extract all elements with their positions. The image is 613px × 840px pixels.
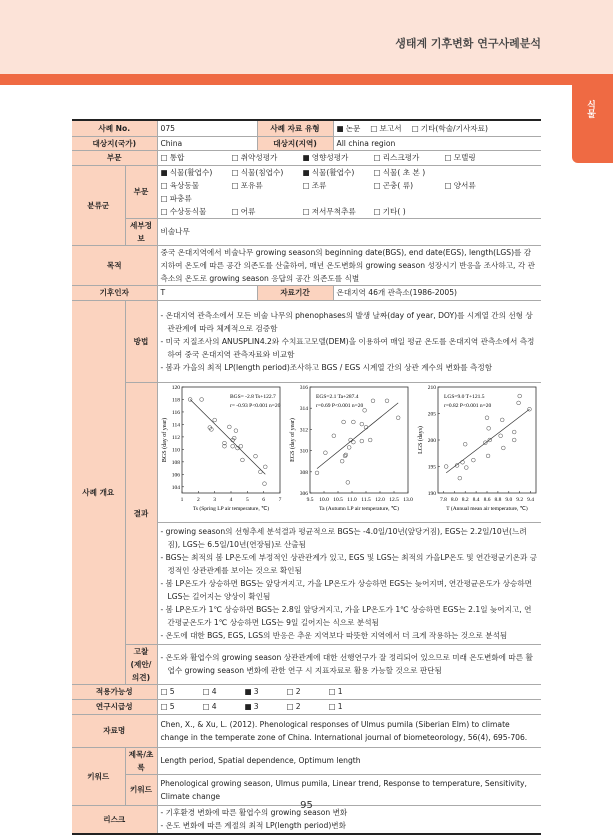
x-tick-label: 7 (278, 496, 281, 503)
header-accent-bar (0, 74, 613, 85)
option-label: 3 (253, 702, 259, 711)
checkbox-option[interactable] (161, 700, 203, 713)
unchecked-box-icon: □ (373, 167, 381, 177)
option-label: 포유류 (240, 180, 263, 190)
result (157, 522, 541, 644)
applicability-label: 적용가능성 (72, 684, 157, 699)
y-tick-label: 116 (171, 409, 180, 416)
x-tick-label: 10.0 (318, 496, 329, 503)
taxon-label: 분류군 (72, 165, 125, 245)
sector-options (157, 150, 541, 165)
checkbox-option[interactable] (245, 700, 287, 713)
unchecked-box-icon: □ (160, 687, 168, 696)
option-label: 영향성평가 (311, 153, 349, 162)
option-label: 보고서 (379, 123, 402, 133)
purpose: 중국 온대지역에서 비술나무 growing season의 beginning date(BGS), end date(EGS), length(LGS)를 감지하여 온도에 따른 공간 의존도를 산출하여, 매년 온도변화의 growing season 성장시기 반응을 조사하고, 각 관측소의 온도로 growing season 응답의 공간 의존도를 식별 (157, 245, 541, 285)
option-label: 5 (169, 687, 175, 696)
unchecked-box-icon: □ (444, 153, 452, 162)
keywords-label: 키워드 (125, 774, 157, 805)
y-tick-label: 200 (427, 437, 436, 444)
y-tick-label: 210 (427, 384, 436, 391)
x-tick-label: 8.6 (483, 496, 490, 503)
taxon-row (161, 205, 539, 218)
detail: 비술나무 (157, 218, 541, 245)
climate: T (157, 285, 257, 300)
option-label: 1 (337, 687, 343, 696)
checked-box-icon: ■ (336, 123, 344, 133)
unchecked-box-icon: □ (231, 180, 239, 190)
bullet-line: - 기후환경 변화에 따른 활엽수의 growing season 변화 (160, 808, 348, 818)
x-tick-label: 13.0 (402, 496, 413, 503)
urgency-options (157, 699, 541, 714)
x-tick-label: 8.0 (450, 496, 458, 503)
checkbox-option[interactable] (303, 205, 374, 218)
checkbox-option[interactable] (374, 151, 445, 164)
x-tick-label: 6 (261, 496, 265, 503)
option-label: 식물(침엽수) (240, 167, 284, 177)
page-number: 95 (300, 800, 313, 811)
discussion-label (125, 644, 157, 684)
checked-box-icon: ■ (302, 153, 310, 162)
y-tick-label: 120 (171, 384, 180, 391)
chart-annotation: r=0.82 P<0.001 n=20 (443, 402, 491, 409)
option-label: 1 (337, 702, 343, 711)
checked-box-icon: ■ (244, 702, 252, 711)
detail-label: 세부정보 (125, 218, 157, 245)
checked-box-icon: ■ (160, 167, 168, 177)
unchecked-box-icon: □ (302, 180, 310, 190)
checkbox-option[interactable] (303, 166, 374, 179)
unchecked-box-icon: □ (160, 206, 168, 216)
x-axis-label: T (Annual mean air temperature, ℃) (445, 505, 528, 512)
y-tick-label: 306 (299, 490, 308, 497)
checkbox-option[interactable] (374, 166, 445, 179)
y-tick-label: 106 (171, 471, 180, 478)
y-tick-label: 112 (171, 434, 180, 441)
checkbox-option[interactable] (161, 685, 203, 698)
source: Chen, X., & Xu, L. (2012). Phenological responses of Ulmus pumila (Siberian Elm) to climate change in the temperate zone of China. International journal of biometeorology, 56(4), 695-706. (157, 714, 541, 747)
option-label: 논문 (345, 123, 361, 133)
keyword-label: 키워드 (72, 747, 125, 805)
checkbox-option[interactable] (445, 179, 516, 192)
taxon-sector-label: 부문 (125, 165, 157, 218)
unchecked-box-icon: □ (370, 123, 378, 133)
result-label: 결과 (125, 382, 157, 644)
discussion-text: - 온도와 활엽수의 growing season 상관관계에 대한 선행연구가 잘 정리되어 있으므로 미래 온도변화에 따른 활엽수 growing season 변화에 관한 연구 시 지표자료로 활용 가능할 것으로 판단됨 (160, 653, 533, 675)
checked-box-icon: ■ (302, 167, 310, 177)
checkbox-option[interactable] (161, 192, 232, 205)
x-tick-label: 7.8 (439, 496, 447, 503)
checkbox-option[interactable] (161, 179, 232, 192)
method-label: 방법 (125, 300, 157, 382)
option-label: 조류 (311, 180, 327, 190)
checkbox-option[interactable] (161, 166, 232, 179)
case-table (72, 119, 541, 835)
result-charts-svg (158, 383, 542, 518)
x-tick-label: 8.4 (472, 496, 480, 503)
unchecked-box-icon: □ (411, 123, 419, 133)
risk-label: 리스크 (72, 805, 157, 834)
chart-annotation: BGS= -2.8 Ts+122.7 (229, 393, 276, 400)
unchecked-box-icon: □ (286, 702, 294, 711)
option-label: 4 (211, 702, 217, 711)
option-label: 곤충( 류) (382, 180, 414, 190)
checkbox-option[interactable] (445, 151, 516, 164)
checkbox-option[interactable] (232, 151, 303, 164)
y-tick-label: 108 (171, 459, 180, 466)
unchecked-box-icon: □ (160, 193, 168, 203)
checkbox-option[interactable] (303, 179, 374, 192)
option-label: 4 (211, 687, 217, 696)
x-tick-label: 4 (229, 496, 232, 503)
unchecked-box-icon: □ (202, 702, 210, 711)
checkbox-option[interactable] (203, 700, 245, 713)
option-label: 통합 (169, 153, 185, 162)
checkbox-option[interactable] (337, 122, 361, 135)
bullet-line: - 온도 변화에 따른 계절의 최적 LP(length period)변화 (160, 821, 346, 831)
unchecked-box-icon: □ (302, 206, 310, 216)
option-label: 파충류 (169, 193, 192, 203)
option-label: 식물( 초 본 ) (382, 167, 426, 177)
checkbox-option[interactable] (374, 205, 445, 218)
discussion (157, 644, 541, 684)
unchecked-box-icon: □ (160, 153, 168, 162)
checkbox-option[interactable] (329, 700, 371, 713)
urgency-label: 연구시급성 (72, 699, 157, 714)
option-label: 리스크평가 (382, 153, 420, 162)
x-tick-label: 9.4 (526, 496, 534, 503)
bullet-line: - 온도에 대한 BGS, EGS, LGS의 반응은 추운 지역보다 따뜻한 지역에서 더 크게 작용하는 것으로 분석됨 (160, 630, 508, 640)
case-no-label: 사례 No. (72, 120, 157, 136)
chart-annotation: EGS=2.1 Ta+287.4 (315, 393, 359, 400)
x-tick-label: 9.2 (515, 496, 523, 503)
title-abstract-label: 제목/초록 (125, 747, 157, 774)
chart-annotation: r= -0.93 P<0.001 n=20 (229, 402, 280, 409)
discussion-label-1: 고찰 (133, 646, 149, 656)
country: China (157, 136, 257, 150)
y-tick-label: 205 (427, 411, 436, 417)
bullet-line: - BGS는 최적의 봄 LP온도에 부정적인 상관관계가 있고, EGS 및 LGS는 최적의 가을LP온도 및 연간평균기온과 긍정적인 상관관계를 보이는 것으로 확인됨 (160, 552, 538, 575)
unchecked-box-icon: □ (160, 702, 168, 711)
sector-label: 부문 (72, 150, 157, 165)
unchecked-box-icon: □ (328, 687, 336, 696)
x-tick-label: 9.0 (504, 496, 512, 503)
unchecked-box-icon: □ (202, 687, 210, 696)
climate-label: 기후인자 (72, 285, 157, 300)
option-label: 기타(학술/기사자료) (420, 123, 488, 133)
x-tick-label: 12.5 (388, 496, 399, 503)
bullet-line: - 봄 LP온도가 상승하면 BGS는 앞당겨지고, 가을 LP온도가 상승하면 EGS는 늦어지며, 연간평균온도가 상승하면 LGS는 길어지는 양상이 확인됨 (160, 578, 533, 601)
taxon-row (161, 166, 539, 179)
checkbox-option[interactable] (245, 685, 287, 698)
purpose-label: 목적 (72, 245, 157, 285)
x-tick-label: 9.5 (306, 496, 313, 503)
bullet-line: - 봄 LP온도가 1℃ 상승하면 BGS는 2.8일 앞당겨지고, 가을 LP온도가 1℃ 상승하면 EGS는 2.1일 늦어지고, 연간평균온도가 1℃ 상승하면 LGS는 9일 길어지는 식으로 분석됨 (160, 604, 532, 627)
option-label: 취약성평가 (240, 153, 278, 162)
overview-label: 사례 개요 (72, 300, 125, 684)
period-label: 자료기간 (257, 285, 333, 300)
side-tab-label: 식물 (585, 100, 595, 118)
unchecked-box-icon: □ (373, 180, 381, 190)
y-tick-label: 118 (171, 396, 180, 403)
option-label: 모델링 (453, 153, 476, 162)
y-tick-label: 310 (299, 448, 308, 455)
type-options (333, 120, 541, 136)
checkbox-option[interactable] (287, 700, 329, 713)
unchecked-box-icon: □ (373, 153, 381, 162)
unchecked-box-icon: □ (286, 687, 294, 696)
x-tick-label: 8.2 (461, 496, 469, 503)
checkbox-option[interactable] (412, 122, 488, 135)
y-tick-label: 312 (299, 426, 308, 433)
option-label: 3 (253, 687, 259, 696)
taxon-options (157, 165, 541, 218)
x-tick-label: 3 (212, 496, 216, 503)
bullet-line: - 온대지역 관측소에서 모든 비술 나무의 phenophases의 발생 날짜(day of year, DOY)를 시계열 간의 선형 상관관계에 따라 체계적으로 검증함 (160, 310, 533, 333)
x-axis-label: Ta (Autumn LP air temperature, ℃) (318, 505, 399, 512)
checkbox-option[interactable] (161, 151, 232, 164)
bullet-line: - 미국 지질조사의 ANUSPLIN4.2와 수치표고모델(DEM)을 이용하여 매일 평균 온도를 온대지역 관측소에서 측정하여 중국 온대지역 관측자료와 비교함 (160, 336, 535, 359)
y-tick-label: 190 (427, 490, 436, 497)
keywords: Phenological growing season, Ulmus pumila, Linear trend, Response to temperature, Sensitivity, Climate change (157, 774, 541, 805)
y-tick-label: 308 (299, 469, 308, 476)
checkbox-option[interactable] (374, 179, 445, 192)
checkbox-option[interactable] (303, 151, 374, 164)
header-title: 생태계 기후변화 연구사례분석 (395, 37, 541, 50)
option-label: 저서무척추류 (311, 206, 356, 216)
bullet-line: - 봄과 가을의 최적 LP(length period)조사하고 BGS / EGS 시계열 간의 상관 계수의 변화를 측정함 (160, 362, 493, 372)
x-tick-label: 5 (245, 496, 249, 503)
x-tick-label: 10.5 (332, 496, 343, 503)
unchecked-box-icon: □ (231, 153, 239, 162)
type-label: 사례 자료 유형 (257, 120, 333, 136)
unchecked-box-icon: □ (328, 702, 336, 711)
x-axis-label: Ts (Spring LP air temperature, ℃) (192, 505, 269, 512)
option-label: 5 (169, 702, 175, 711)
option-label: 수상동식물 (169, 206, 207, 216)
discussion-label-2: (제안/의견) (130, 659, 152, 682)
y-axis-label: BGS (day of year) (161, 417, 168, 462)
x-tick-label: 11.5 (360, 496, 371, 503)
y-tick-label: 114 (171, 421, 180, 428)
y-tick-label: 314 (299, 405, 308, 412)
region: All china region (333, 136, 541, 150)
y-tick-label: 195 (427, 464, 436, 470)
option-label: 식물(활엽수) (311, 167, 355, 177)
bullet-line: - growing season의 선형추세 분석결과 평균적으로 BGS는 -4.0일/10년(앞당거짐), EGS는 2.2일/10년(느려짐), LGS는 6.5일/10년(연장됨)로 산출됨 (160, 526, 527, 549)
checkbox-option[interactable] (203, 685, 245, 698)
checkbox-option[interactable] (232, 205, 303, 218)
checkbox-option[interactable] (161, 205, 232, 218)
case-no: 075 (157, 120, 257, 136)
title-abstract: Length period, Spatial dependence, Optimum length (157, 747, 541, 774)
result-charts (157, 382, 541, 522)
unchecked-box-icon: □ (231, 206, 239, 216)
x-tick-label: 11.0 (346, 496, 357, 503)
y-tick-label: 104 (171, 484, 180, 491)
option-label: 2 (295, 687, 301, 696)
checkbox-option[interactable] (287, 685, 329, 698)
unchecked-box-icon: □ (160, 180, 168, 190)
y-tick-label: 316 (299, 384, 308, 391)
x-tick-label: 12.0 (374, 496, 385, 503)
checkbox-option[interactable] (370, 122, 401, 135)
country-label: 대상지(국가) (72, 136, 157, 150)
option-label: 어류 (240, 206, 256, 216)
method (157, 300, 541, 382)
checkbox-option[interactable] (329, 685, 371, 698)
chart-annotation: r=0.69 P<0.001 n=20 (315, 402, 363, 409)
x-tick-label: 1 (180, 496, 183, 503)
option-label: 식물(활엽수) (169, 167, 213, 177)
source-label: 자료명 (72, 714, 157, 747)
period: 온대지역 46개 관측소(1986-2005) (333, 285, 541, 300)
unchecked-box-icon: □ (444, 180, 452, 190)
y-axis-label: EGS (day of year) (289, 417, 296, 462)
x-tick-label: 8.8 (493, 496, 501, 503)
taxon-row (161, 179, 539, 205)
option-label: 2 (295, 702, 301, 711)
side-tab[interactable] (572, 80, 613, 163)
checkbox-option[interactable] (232, 166, 303, 179)
unchecked-box-icon: □ (231, 167, 239, 177)
option-label: 육상동물 (169, 180, 200, 190)
chart-annotation: LGS=9.0 T+121.5 (443, 393, 484, 400)
unchecked-box-icon: □ (373, 206, 381, 216)
y-axis-label: LGS (days) (417, 425, 424, 454)
checked-box-icon: ■ (244, 687, 252, 696)
option-label: 양서류 (453, 180, 476, 190)
region-label: 대상지(지역) (257, 136, 333, 150)
checkbox-option[interactable] (232, 179, 303, 192)
option-label: 기타( ) (382, 206, 406, 216)
y-tick-label: 110 (171, 446, 180, 453)
applicability-options (157, 684, 541, 699)
x-tick-label: 2 (196, 496, 200, 503)
